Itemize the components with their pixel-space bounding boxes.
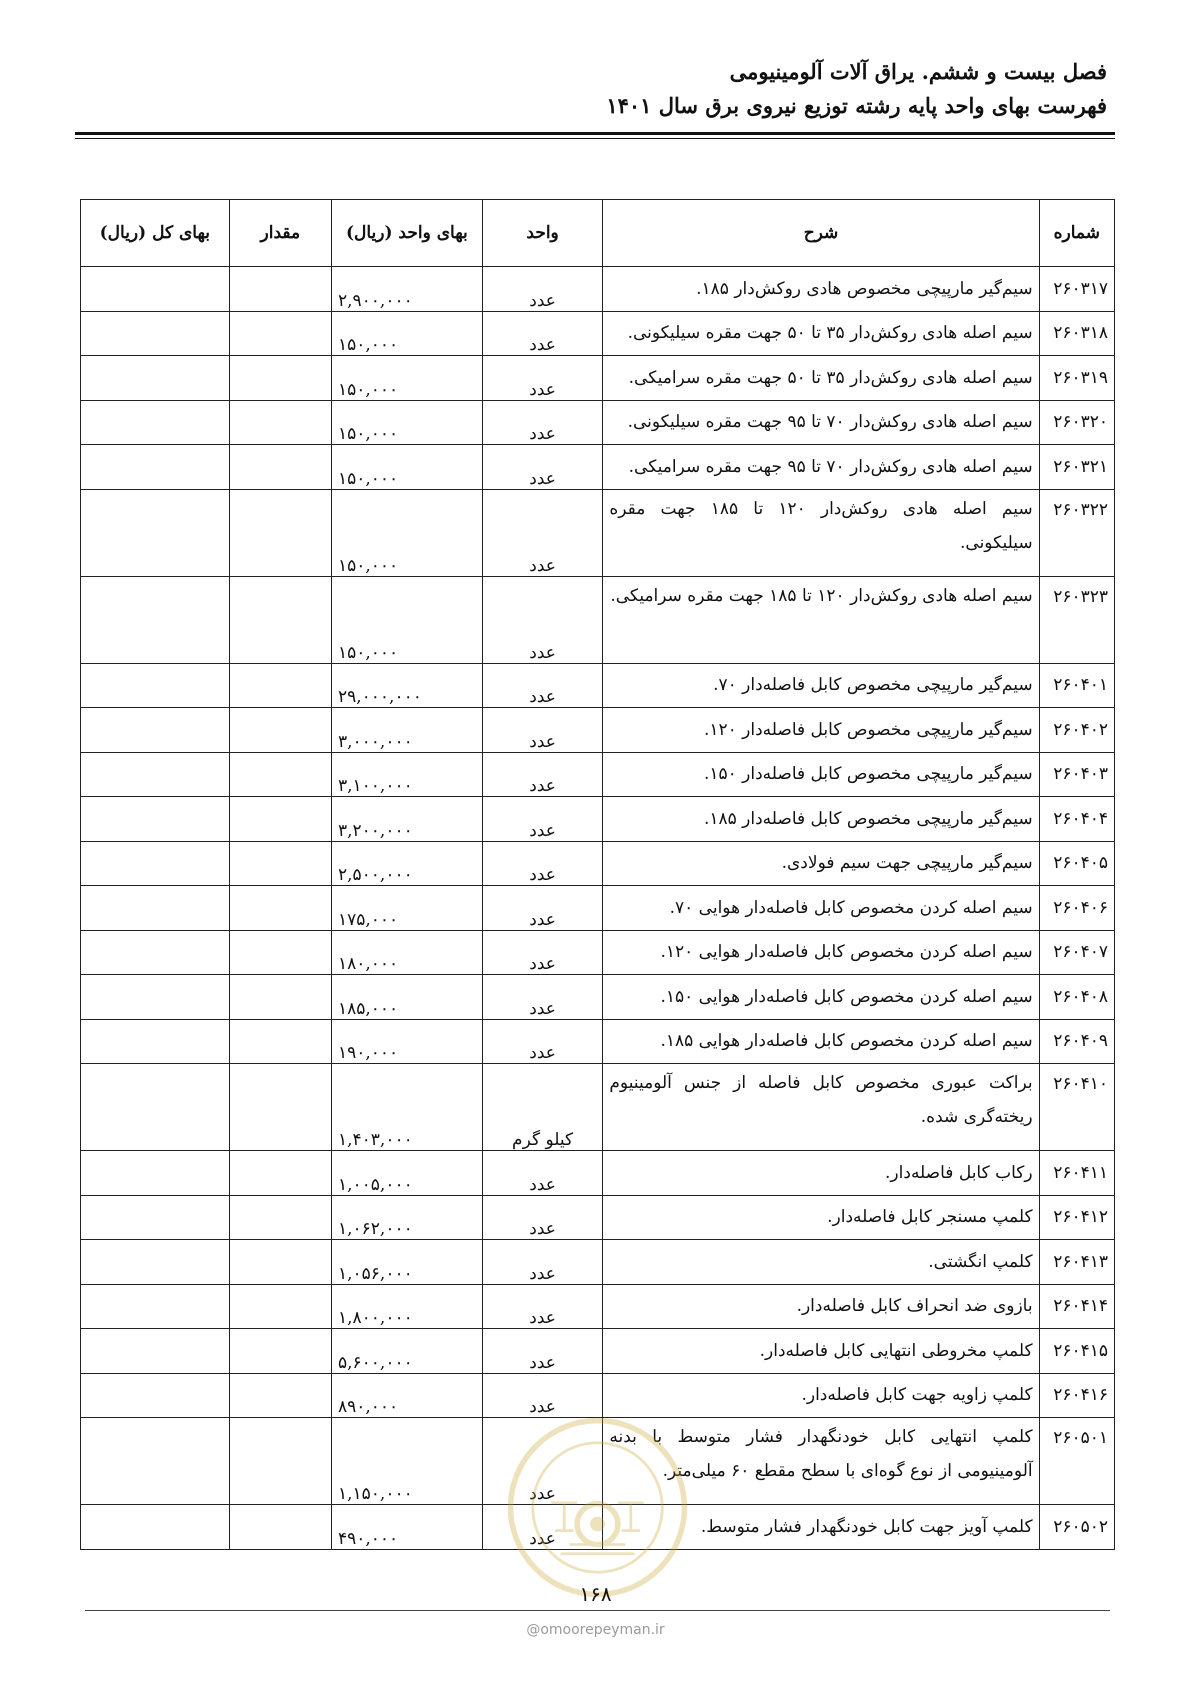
column-header-unit: واحد [482, 200, 603, 267]
item-description: سیم اصله کردن مخصوص کابل فاصله‌دار هوایی ۱۵۰. [603, 975, 1039, 1020]
table-row [81, 1373, 1115, 1418]
item-unit: عدد [482, 663, 603, 708]
column-header-total-price: بهای کل (ریال) [81, 200, 230, 267]
item-code: ۲۶۰۴۱۴ [1039, 1284, 1114, 1329]
column-header-description: شرح [603, 200, 1039, 267]
item-unit-price: ۲۹,۰۰۰,۰۰۰ [331, 663, 482, 708]
item-quantity [229, 489, 331, 576]
item-code: ۲۶۰۳۲۲ [1039, 489, 1114, 576]
footer-rule [85, 1610, 1110, 1611]
column-header-code: شماره [1039, 200, 1114, 267]
item-code: ۲۶۰۴۱۰ [1039, 1064, 1114, 1151]
item-unit-price: ۱۵۰,۰۰۰ [331, 311, 482, 356]
item-unit: عدد [482, 797, 603, 842]
item-unit: عدد [482, 311, 603, 356]
item-code: ۲۶۰۴۰۳ [1039, 752, 1114, 797]
item-code: ۲۶۰۳۱۹ [1039, 356, 1114, 401]
item-code: ۲۶۰۴۱۱ [1039, 1151, 1114, 1196]
item-unit-price: ۱۵۰,۰۰۰ [331, 400, 482, 445]
table-row [81, 663, 1115, 708]
page-header [75, 55, 1115, 123]
item-unit: عدد [482, 400, 603, 445]
item-unit: کیلو گرم [482, 1064, 603, 1151]
item-code: ۲۶۰۳۱۷ [1039, 267, 1114, 312]
item-code: ۲۶۰۴۱۳ [1039, 1240, 1114, 1285]
item-unit: عدد [482, 576, 603, 663]
item-total-price [81, 267, 230, 312]
page-number: ۱۶۸ [579, 1582, 612, 1606]
item-unit-price: ۱۷۵,۰۰۰ [331, 886, 482, 931]
item-unit: عدد [482, 1505, 603, 1550]
table-row [81, 576, 1115, 663]
table-row [81, 752, 1115, 797]
item-description: سیم اصله هادی روکش‌دار ۱۲۰ تا ۱۸۵ جهت مقره سرامیکی. [603, 576, 1039, 663]
item-total-price [81, 489, 230, 576]
item-description: کلمپ آویز جهت کابل خودنگهدار فشار متوسط. [603, 1505, 1039, 1550]
table-row [81, 1195, 1115, 1240]
item-unit: عدد [482, 489, 603, 576]
item-code: ۲۶۰۴۰۲ [1039, 708, 1114, 753]
item-quantity [229, 1373, 331, 1418]
item-description: سیم‌گیر مارپیچی مخصوص کابل فاصله‌دار ۱۵۰. [603, 752, 1039, 797]
table-row [81, 267, 1115, 312]
item-code: ۲۶۰۴۰۴ [1039, 797, 1114, 842]
table-row [81, 886, 1115, 931]
item-description: سیم اصله کردن مخصوص کابل فاصله‌دار هوایی ۷۰. [603, 886, 1039, 931]
item-total-price [81, 400, 230, 445]
item-unit-price: ۱۹۰,۰۰۰ [331, 1019, 482, 1064]
item-unit: عدد [482, 930, 603, 975]
item-total-price [81, 663, 230, 708]
item-unit-price: ۱,۰۶۲,۰۰۰ [331, 1195, 482, 1240]
item-unit-price: ۵,۶۰۰,۰۰۰ [331, 1329, 482, 1374]
item-quantity [229, 445, 331, 490]
item-unit: عدد [482, 708, 603, 753]
table-row [81, 1240, 1115, 1285]
item-unit: عدد [482, 1195, 603, 1240]
item-description: براکت عبوری مخصوص کابل فاصله از جنس آلومینیوم ریخته‌گری شده. [603, 1064, 1039, 1151]
item-quantity [229, 1151, 331, 1196]
item-total-price [81, 708, 230, 753]
item-quantity [229, 1505, 331, 1550]
table-row [81, 1329, 1115, 1374]
item-description: کلمپ انتهایی کابل خودنگهدار فشار متوسط با بدنه آلومینیومی از نوع گوه‌ای با سطح مقطع ۶۰ میلی‌متر. [603, 1418, 1039, 1505]
item-description: کلمپ مسنجر کابل فاصله‌دار. [603, 1195, 1039, 1240]
item-total-price [81, 1019, 230, 1064]
item-unit: عدد [482, 841, 603, 886]
item-code: ۲۶۰۴۰۵ [1039, 841, 1114, 886]
header-rule-thick [75, 132, 1115, 135]
item-unit-price: ۱,۱۵۰,۰۰۰ [331, 1418, 482, 1505]
table-row [81, 1064, 1115, 1151]
item-quantity [229, 1284, 331, 1329]
item-quantity [229, 886, 331, 931]
item-code: ۲۶۰۴۰۹ [1039, 1019, 1114, 1064]
item-description: سیم اصله هادی روکش‌دار ۷۰ تا ۹۵ جهت مقره سیلیکونی. [603, 400, 1039, 445]
item-code: ۲۶۰۴۰۱ [1039, 663, 1114, 708]
item-code: ۲۶۰۴۰۸ [1039, 975, 1114, 1020]
item-code: ۲۶۰۴۰۷ [1039, 930, 1114, 975]
item-total-price [81, 1418, 230, 1505]
item-total-price [81, 1151, 230, 1196]
item-unit-price: ۱۵۰,۰۰۰ [331, 445, 482, 490]
site-watermark-text: @omoorepeyman.ir [526, 1622, 665, 1638]
item-code: ۲۶۰۳۲۳ [1039, 576, 1114, 663]
item-total-price [81, 1195, 230, 1240]
item-unit-price: ۱۵۰,۰۰۰ [331, 576, 482, 663]
item-unit: عدد [482, 886, 603, 931]
item-code: ۲۶۰۴۱۵ [1039, 1329, 1114, 1374]
column-header-quantity: مقدار [229, 200, 331, 267]
item-unit: عدد [482, 1329, 603, 1374]
item-description: سیم اصله هادی روکش‌دار ۱۲۰ تا ۱۸۵ جهت مقره سیلیکونی. [603, 489, 1039, 576]
item-unit: عدد [482, 1418, 603, 1505]
item-code: ۲۶۰۴۰۶ [1039, 886, 1114, 931]
item-unit: عدد [482, 1373, 603, 1418]
item-quantity [229, 400, 331, 445]
item-unit: عدد [482, 445, 603, 490]
item-description: رکاب کابل فاصله‌دار. [603, 1151, 1039, 1196]
item-unit-price: ۱,۴۰۳,۰۰۰ [331, 1064, 482, 1151]
item-total-price [81, 1284, 230, 1329]
chapter-title: فصل بیست و ششم. یراق آلات آلومینیومی [729, 59, 1107, 84]
item-quantity [229, 267, 331, 312]
item-unit-price: ۳,۱۰۰,۰۰۰ [331, 752, 482, 797]
table-row [81, 708, 1115, 753]
item-unit: عدد [482, 356, 603, 401]
item-description: سیم اصله کردن مخصوص کابل فاصله‌دار هوایی ۱۸۵. [603, 1019, 1039, 1064]
item-unit: عدد [482, 975, 603, 1020]
item-quantity [229, 975, 331, 1020]
table-row [81, 797, 1115, 842]
item-description: سیم‌گیر مارپیچی مخصوص کابل فاصله‌دار ۱۸۵. [603, 797, 1039, 842]
item-total-price [81, 797, 230, 842]
item-description: کلمپ زاویه جهت کابل فاصله‌دار. [603, 1373, 1039, 1418]
item-code: ۲۶۰۳۲۱ [1039, 445, 1114, 490]
item-description: سیم‌گیر مارپیچی مخصوص کابل فاصله‌دار ۱۲۰. [603, 708, 1039, 753]
item-unit-price: ۱,۰۰۵,۰۰۰ [331, 1151, 482, 1196]
table-row [81, 975, 1115, 1020]
item-quantity [229, 708, 331, 753]
item-total-price [81, 930, 230, 975]
price-table [80, 199, 1115, 1550]
item-total-price [81, 886, 230, 931]
item-code: ۲۶۰۵۰۲ [1039, 1505, 1114, 1550]
item-quantity [229, 1019, 331, 1064]
table-row [81, 445, 1115, 490]
publisher-seal-watermark [505, 1415, 690, 1600]
item-total-price [81, 1064, 230, 1151]
item-description: سیم‌گیر مارپیچی مخصوص کابل فاصله‌دار ۷۰. [603, 663, 1039, 708]
item-total-price [81, 311, 230, 356]
item-total-price [81, 356, 230, 401]
item-unit-price: ۳,۲۰۰,۰۰۰ [331, 797, 482, 842]
header-rule-thin [75, 138, 1115, 139]
table-row [81, 356, 1115, 401]
item-unit-price: ۱۵۰,۰۰۰ [331, 356, 482, 401]
item-quantity [229, 356, 331, 401]
item-unit-price: ۸۹۰,۰۰۰ [331, 1373, 482, 1418]
item-code: ۲۶۰۳۲۰ [1039, 400, 1114, 445]
item-total-price [81, 1505, 230, 1550]
item-total-price [81, 1329, 230, 1374]
item-total-price [81, 445, 230, 490]
item-quantity [229, 311, 331, 356]
table-row [81, 1284, 1115, 1329]
item-description: سیم‌گیر مارپیچی مخصوص هادی روکش‌دار ۱۸۵. [603, 267, 1039, 312]
item-unit: عدد [482, 267, 603, 312]
item-unit: عدد [482, 1240, 603, 1285]
item-unit-price: ۱۵۰,۰۰۰ [331, 489, 482, 576]
price-list-subtitle: فهرست بهای واحد پایه رشته توزیع نیروی برق سال ۱۴۰۱ [606, 93, 1107, 118]
item-quantity [229, 1329, 331, 1374]
item-description: کلمپ انگشتی. [603, 1240, 1039, 1285]
item-description: کلمپ مخروطی انتهایی کابل فاصله‌دار. [603, 1329, 1039, 1374]
item-quantity [229, 663, 331, 708]
table-row [81, 1019, 1115, 1064]
item-unit: عدد [482, 752, 603, 797]
table-row [81, 489, 1115, 576]
item-quantity [229, 1064, 331, 1151]
item-unit: عدد [482, 1284, 603, 1329]
item-unit-price: ۱,۰۵۶,۰۰۰ [331, 1240, 482, 1285]
item-unit-price: ۱,۸۰۰,۰۰۰ [331, 1284, 482, 1329]
item-unit-price: ۲,۵۰۰,۰۰۰ [331, 841, 482, 886]
item-total-price [81, 576, 230, 663]
item-quantity [229, 1240, 331, 1285]
item-quantity [229, 797, 331, 842]
item-quantity [229, 752, 331, 797]
item-quantity [229, 1418, 331, 1505]
item-description: سیم اصله کردن مخصوص کابل فاصله‌دار هوایی ۱۲۰. [603, 930, 1039, 975]
table-header-row [81, 200, 1115, 267]
table-row [81, 400, 1115, 445]
item-unit: عدد [482, 1019, 603, 1064]
table-row [81, 311, 1115, 356]
table-row [81, 841, 1115, 886]
item-unit-price: ۱۸۰,۰۰۰ [331, 930, 482, 975]
item-code: ۲۶۰۴۱۶ [1039, 1373, 1114, 1418]
item-total-price [81, 752, 230, 797]
table-row [81, 1151, 1115, 1196]
column-header-unit-price: بهای واحد (ریال) [331, 200, 482, 267]
item-unit-price: ۱۸۵,۰۰۰ [331, 975, 482, 1020]
item-description: سیم اصله هادی روکش‌دار ۳۵ تا ۵۰ جهت مقره سرامیکی. [603, 356, 1039, 401]
item-description: سیم اصله هادی روکش‌دار ۷۰ تا ۹۵ جهت مقره سرامیکی. [603, 445, 1039, 490]
item-unit-price: ۲,۹۰۰,۰۰۰ [331, 267, 482, 312]
item-quantity [229, 1195, 331, 1240]
item-total-price [81, 975, 230, 1020]
item-total-price [81, 841, 230, 886]
item-unit-price: ۳,۰۰۰,۰۰۰ [331, 708, 482, 753]
item-code: ۲۶۰۳۱۸ [1039, 311, 1114, 356]
item-code: ۲۶۰۴۱۲ [1039, 1195, 1114, 1240]
item-code: ۲۶۰۵۰۱ [1039, 1418, 1114, 1505]
item-total-price [81, 1240, 230, 1285]
table-row [81, 930, 1115, 975]
item-quantity [229, 930, 331, 975]
item-quantity [229, 841, 331, 886]
item-total-price [81, 1373, 230, 1418]
item-description: بازوی ضد انحراف کابل فاصله‌دار. [603, 1284, 1039, 1329]
item-quantity [229, 576, 331, 663]
item-unit-price: ۴۹۰,۰۰۰ [331, 1505, 482, 1550]
item-unit: عدد [482, 1151, 603, 1196]
item-description: سیم‌گیر مارپیچی جهت سیم فولادی. [603, 841, 1039, 886]
item-description: سیم اصله هادی روکش‌دار ۳۵ تا ۵۰ جهت مقره سیلیکونی. [603, 311, 1039, 356]
